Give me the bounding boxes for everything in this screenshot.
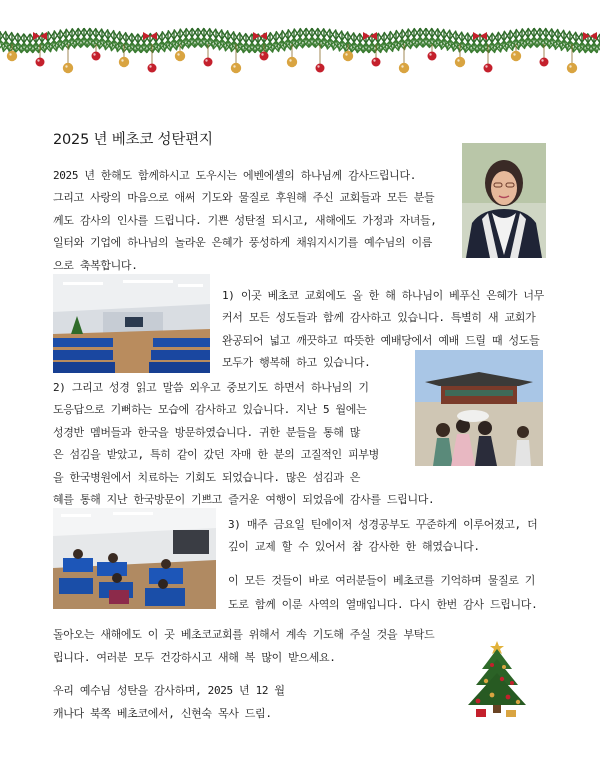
section-2-paragraph: 2) 그리고 성경 읽고 말씀 외우고 중보기도 하면서 하나님의 기 도응답으로 기뻐하는 모습에 감사하고 있습니다. 지난 5 월에는 성경반 멤버들과 한국을 방문하였습니다. 귀한 분들을 통해 많 은 섬김을 받았고, 특히 같이 갔던 자매 한 분의 고질적인 피부병 을 한국병원에서 치료하는 기회도 되었습니다. 많은 섬김과 은 혜를 통해 지난 한국방문이 기쁘고 즐거운 여행이 되었음에 감사를 드립니다. bbox=[53, 381, 435, 507]
signature-block: 우리 예수님 성탄을 감사하며, 2025 년 12 월 캐나다 북쪽 베초코에서, 신현숙 목사 드림. bbox=[53, 684, 285, 720]
intro-paragraph: 2025 년 한해도 함께하시고 도우시는 에벤에셀의 하나님께 감사드립니다. 그리고 사랑의 마음으로 애써 기도와 물질로 후원해 주신 교회들과 모든 분들 께도 감사의 인사를 드립니다. 기쁜 성탄절 되시고, 새해에도 가정과 자녀들, 일터와 기업에 하나님의 놀라운 은혜가 풍성하게 채워지시기를 예수님의 이름 으로 축복합니다. bbox=[53, 169, 437, 272]
section-3-paragraph: 3) 매주 금요일 틴에이저 성경공부도 꾸준하게 이루어졌고, 더 깊이 교제 할 수 있어서 참 감사한 한 해였습니다. bbox=[228, 518, 538, 554]
section-1-paragraph: 1) 이곳 베초코 교회에도 올 한 해 하나님이 베푸신 은혜가 너무 커서 모든 성도들과 함께 감사하고 있습니다. 특별히 새 교회가 완공되어 넓고 깨끗하고 따뜻한 예배당에서 예배 드릴 때 성도들 모두가 행복해 하고 있습니다. bbox=[222, 289, 544, 370]
letter-title: 2025 년 베초코 성탄편지 bbox=[53, 132, 213, 148]
closing-paragraph: 돌아오는 새해에도 이 곳 베초코교회를 위해서 계속 기도해 주실 것을 부탁드 립니다. 여러분 모두 건강하시고 새해 복 많이 받으세요. bbox=[53, 628, 435, 664]
section-4-paragraph: 이 모든 것들이 바로 여러분들이 베초코를 기억하며 물질로 기 도로 함께 이룬 사역의 열매입니다. 다시 한번 감사 드립니다. bbox=[228, 574, 538, 611]
teen-bible-study-photo bbox=[53, 508, 216, 609]
pastor-portrait-photo bbox=[462, 143, 546, 258]
christmas-tree-icon bbox=[462, 637, 532, 719]
christmas-garland-banner bbox=[0, 26, 600, 86]
church-sanctuary-photo bbox=[53, 274, 210, 373]
